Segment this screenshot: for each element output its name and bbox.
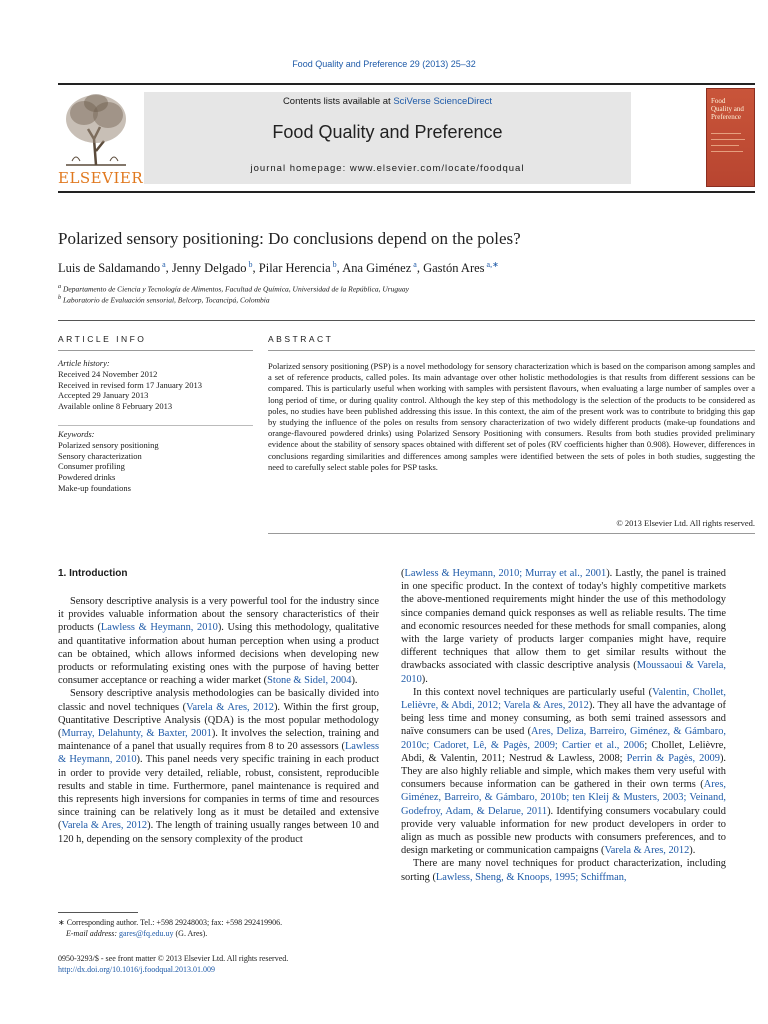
body-column-right <box>401 567 726 884</box>
keywords-label: Keywords: <box>58 429 95 439</box>
history-revised: Received in revised form 17 January 2013 <box>58 379 202 390</box>
citation-link[interactable]: Lawless, Sheng, & Knoops, 1995; Schiffman, <box>435 871 627 883</box>
article-history <box>58 358 253 412</box>
keyword-item: Polarized sensory positioning <box>58 439 159 450</box>
cover-decoration <box>711 139 745 140</box>
abstract-copyright: © 2013 Elsevier Ltd. All rights reserved. <box>616 518 755 528</box>
author-name[interactable]: Gastón Ares <box>423 261 485 276</box>
corresponding-author-line: ∗ Corresponding author. Tel.: +598 29248003; fax: +598 292419906. <box>58 918 283 927</box>
author-name[interactable]: Luis de Saldamando <box>58 261 161 276</box>
contents-available-line <box>144 96 631 107</box>
citation-link[interactable]: Lawless & Heymann, 2010 <box>58 741 379 766</box>
introduction-heading: 1. Introduction <box>58 568 128 579</box>
author-name[interactable]: Jenny Delgado <box>171 261 247 276</box>
cover-title-line: Food <box>711 97 726 105</box>
article-title: Polarized sensory positioning: Do conclusions depend on the poles? <box>58 229 521 248</box>
abstract-body: Polarized sensory positioning (PSP) is a novel methodology for sensory characterization which is based on the comparison among samples and a set of reference products, called poles. Its main advantage over other holistic methodologies is that results from different sessions can be compared. This is particularly useful when working with samples with persistent flavours, when evaluating a large number of samples over a long period of time, or during quality control. Although the key step of this methodology is the selection of the products to be considered as poles, no studies have been published addressing this issue. In this context, the aim of the present work was to contribute to bridging this gap by studying the influence of the poles on results from sensory characterization of two widely different products (make-up foundations and orange-flavoured powdered drinks) using Polarized Sensory Positioning with consumers. Results from both studies provided preliminary evidence about the stability of sensory spaces obtained with different set of poles (RV coefficients higher than 0.908). However, differences in conclusions regarding similarities and differences among samples were identified between the sets of poles in both studies, suggesting the need to carefully select stable poles for PSP tasks. <box>268 361 755 472</box>
journal-cover-thumbnail[interactable] <box>706 88 755 187</box>
citation-link[interactable]: Murray, Delahunty, & Baxter, 2001 <box>61 728 212 740</box>
affiliation-text: Departamento de Ciencia y Tecnología de Alimentos, Facultad de Química, Universidad de la República, Uruguay <box>63 284 409 294</box>
body-paragraph: In this context novel techniques are particularly useful (Valentin, Chollet, Lelièvre, & Abdi, 2012; Varela & Ares, 2012). They all have the advantage of being less time and money consuming, as both semi trained assessors and naïve consumers can be used (Ares, Deliza, Barreiro, Giménez, & Gámbaro, 2010c; Cadoret, Lê, & Pagès, 2009; Cartier et al., 2006; Chollet, Lelièvre, Abdi, & Valentin, 2011; Nestrud & Lawless, 2008; Perrin & Pagès, 2009). They are also highly reliable and simple, which makes them very useful with consumers because information can be gathered in their own terms (Ares, Giménez, Barreiro, & Gámbaro, 2010b; ten Kleij & Musters, 2003; Veinand, Godefroy, Adam, & Delarue, 2011). Identifying consumers vocabulary could provide very valuable information for new product developers in order to align as much as possible new products with consumers preferences, and to design marketing or communication campaigns (Varela & Ares, 2012). <box>401 686 727 857</box>
keyword-item: Powdered drinks <box>58 472 116 483</box>
author-affiliation-link[interactable]: b <box>332 260 337 269</box>
cover-decoration <box>711 145 739 146</box>
keyword-item: Sensory characterization <box>58 450 142 461</box>
section-divider <box>58 320 755 321</box>
keywords-block <box>58 429 253 494</box>
footnote-rule <box>58 912 138 913</box>
journal-title: Food Quality and Preference <box>272 122 503 142</box>
affiliation-text: Laboratorio de Evaluación sensorial, Belcorp, Tocancipá, Colombia <box>63 295 270 305</box>
email-suffix: (G. Ares). <box>173 929 208 938</box>
article-info-heading: ARTICLE INFO <box>58 334 147 344</box>
body-paragraph: Sensory descriptive analysis is a very powerful tool for the industry since it provides valuable information about the sensory characteristics of their products (Lawless & Heymann, 2010). Using this methodology, qualitative and quantitative information about human perception when using a product can be obtained, which allows informed decisions when developing new products or reformulating existing ones with the purpose of having better consumer acceptance or reaching a wider market (Stone & Sidel, 2004). <box>58 596 380 687</box>
email-label: E-mail address: <box>66 929 120 938</box>
citation-link[interactable]: Varela & Ares, 2012 <box>604 845 690 857</box>
body-paragraph: There are many novel techniques for product characterization, including sorting (Lawless, Sheng, & Knoops, 1995; Schiffman, <box>401 858 726 883</box>
affiliation-a <box>58 283 409 294</box>
author-name[interactable]: Pilar Herencia <box>258 261 331 276</box>
citation-link[interactable]: Stone & Sidel, 2004 <box>267 675 352 687</box>
corresponding-author-footnote <box>58 917 282 939</box>
history-online: Available online 8 February 2013 <box>58 401 173 412</box>
cover-title <box>711 97 744 121</box>
history-accepted: Accepted 29 January 2013 <box>58 390 149 401</box>
issn-line: 0950-3293/$ - see front matter © 2013 Elsevier Ltd. All rights reserved. <box>58 954 289 963</box>
history-label: Article history: <box>58 358 110 368</box>
citation-link[interactable]: Lawless & Heymann, 2010 <box>100 622 218 634</box>
journal-header-panel <box>144 92 631 184</box>
sciencedirect-link[interactable]: SciVerse ScienceDirect <box>393 96 493 107</box>
history-received: Received 24 November 2012 <box>58 368 158 379</box>
email-line <box>58 928 282 939</box>
author-affiliation-link[interactable]: a,∗ <box>486 260 499 269</box>
abstract-heading: ABSTRACT <box>268 334 334 344</box>
affiliation-marker: b <box>58 294 62 301</box>
journal-citation-link[interactable]: Food Quality and Preference 29 (2013) 25–32 <box>292 59 476 69</box>
contents-prefix: Contents lists available at <box>282 96 394 107</box>
author-affiliation-link[interactable]: a <box>162 260 166 269</box>
affiliation-marker: a <box>58 283 62 290</box>
cover-title-line: Quality and <box>711 105 744 113</box>
keyword-item: Consumer profiling <box>58 461 125 472</box>
article-info-rule <box>58 350 253 351</box>
body-column-left <box>58 595 379 846</box>
doi-link[interactable]: http://dx.doi.org/10.1016/j.foodqual.2013.01.009 <box>58 965 215 974</box>
cover-title-line: Preference <box>711 113 741 121</box>
journal-masthead <box>58 83 755 193</box>
citation-link[interactable]: Lawless & Heymann, 2010; Murray et al., 2001 <box>404 568 607 579</box>
cover-decoration <box>711 151 743 152</box>
citation-link[interactable]: Varela & Ares, 2012 <box>61 820 148 832</box>
citation-link[interactable]: Ares, Deliza, Barreiro, Giménez, & Gámbaro, 2010c; Cadoret, Lê, & Pagès, 2009; Cartier et al., 2006 <box>401 726 726 751</box>
author-list: Luis de Saldamando $^a$, Jenny Delgado $^b$, Pilar Herencia $^b$, Ana Giménez $^a$, Gastón Ares $^{a,∗}$ <box>58 260 499 276</box>
author-affiliation-link[interactable]: a <box>413 260 417 269</box>
citation-link[interactable]: Valentin, Chollet, Lelièvre, & Abdi, 2012; Varela & Ares, 2012 <box>401 686 726 712</box>
citation-link[interactable]: Moussaoui & Varela, 2010 <box>401 660 727 685</box>
email-link[interactable]: gares@fq.edu.uy <box>119 929 174 938</box>
elsevier-wordmark: ELSEVIER <box>58 169 144 187</box>
body-paragraph: (Lawless & Heymann, 2010; Murray et al., 2001). Lastly, the panel is trained in one specific product. In the context of today's highly competitive markets the above-mentioned requirements might hinder the use of this methodology since companies demand quick responses as well as reliable results. The time and economic resources needed for these methods for small companies, along with the large variety of products larger companies might have, require different techniques that allow them to get similar results without the drawbacks associated with classic descriptive analysis (Moussaoui & Varela, 2010). <box>401 568 727 685</box>
journal-homepage-link[interactable]: journal homepage: www.elsevier.com/locate/foodqual <box>250 163 525 174</box>
citation-link[interactable]: Perrin & Pagès, 2009 <box>626 752 720 764</box>
citation-link[interactable]: Ares, Giménez, Barreiro, & Gámbaro, 2010b; ten Kleij & Musters, 2003; Veinand, Godefroy, Adam, & Delarue, 2011 <box>401 779 726 817</box>
keyword-item: Make-up foundations <box>58 482 131 493</box>
affiliation-b <box>58 294 270 305</box>
abstract-rule <box>268 350 755 351</box>
citation-link[interactable]: Varela & Ares, 2012 <box>186 701 274 713</box>
keywords-rule <box>58 425 253 426</box>
cover-decoration <box>711 133 741 134</box>
author-affiliation-link[interactable]: b <box>248 260 253 269</box>
issn-block <box>58 953 288 975</box>
author-name[interactable]: Ana Giménez <box>342 261 412 276</box>
body-paragraph: Sensory descriptive analysis methodologies can be basically divided into classic and novel techniques (Varela & Ares, 2012). Within the first group, Quantitative Descriptive Analysis (QDA) is the most popular methodology (Murray, Delahunty, & Baxter, 2001). It involves the selection, training and maintenance of a panel that usually requires from 8 to 20 assessors (Lawless & Heymann, 2010). This panel needs very specific training in each product in order to provide very detailed, reliable, robust, consistent, reproducible results and stable in time. Furthermore, panel maintenance is required and this represents high inversions for companies in terms of time and resources since training can be relatively long as it must be detailed and extensive (Varela & Ares, 2012). The length of training usually ranges between 10 and 120 h, depending on the sensory complexity of the product <box>58 688 380 845</box>
abstract-bottom-rule <box>268 533 755 534</box>
